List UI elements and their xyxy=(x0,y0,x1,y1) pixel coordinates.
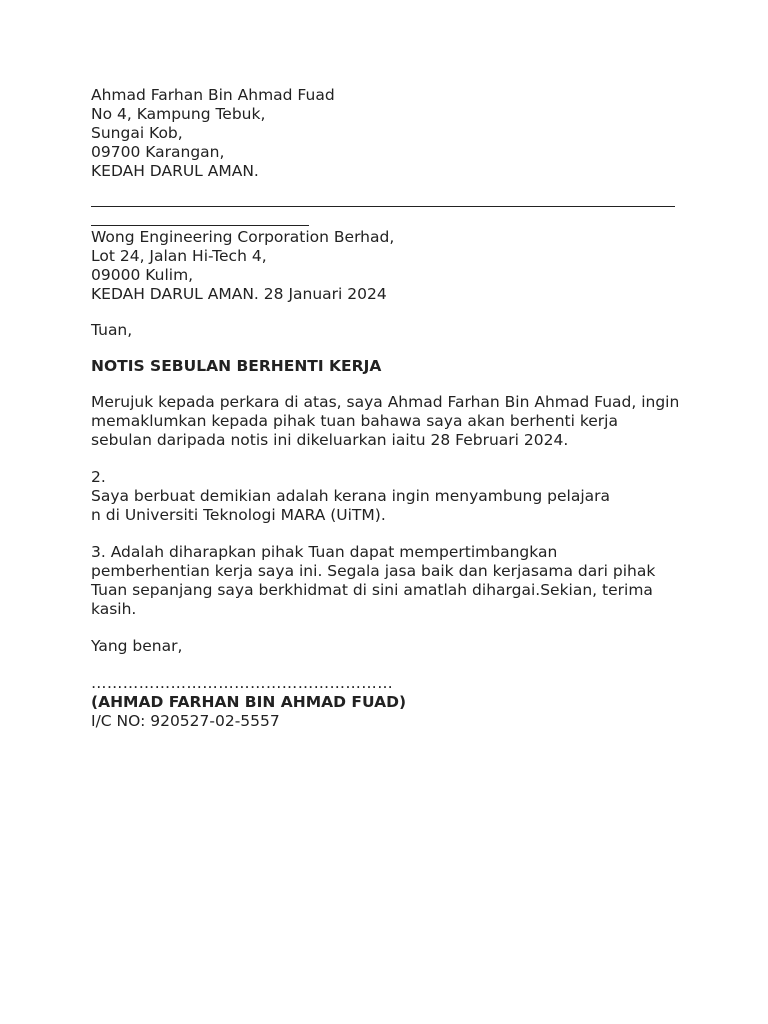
sender-block xyxy=(91,86,681,181)
signature-name: (AHMAD FARHAN BIN AHMAD FUAD) xyxy=(91,693,407,711)
recipient-company: Wong Engineering Corporation Berhad, xyxy=(91,228,395,246)
separator-line-continued xyxy=(91,225,309,226)
paragraph-number-2: 2. xyxy=(91,468,106,486)
body-paragraph-2-line-1: Saya berbuat demikian adalah kerana ingin menyambung pelajara xyxy=(91,487,610,505)
recipient-block xyxy=(91,228,681,304)
signature-line: ………………………………………………… xyxy=(91,674,394,692)
closing: Yang benar, xyxy=(91,637,183,655)
recipient-address-line: Lot 24, Jalan Hi-Tech 4, xyxy=(91,247,267,265)
sender-address-line: KEDAH DARUL AMAN. xyxy=(91,162,259,180)
sender-address-line: No 4, Kampung Tebuk, xyxy=(91,105,266,123)
letter-date: 28 Januari 2024 xyxy=(263,285,387,303)
letter-page xyxy=(91,86,681,731)
letter-subject: NOTIS SEBULAN BERHENTI KERJA xyxy=(91,357,382,375)
salutation: Tuan, xyxy=(91,321,133,339)
recipient-state-and-date xyxy=(91,285,681,304)
ic-number: I/C NO: 920527-02-5557 xyxy=(91,712,280,730)
body-paragraph-1: Merujuk kepada perkara di atas, saya Ahmad Farhan Bin Ahmad Fuad, ingin memaklumkan kepada pihak tuan bahawa saya akan berhenti kerja sebulan daripada notis ini dikeluarkan iaitu 28 Februari 2024. xyxy=(91,393,680,449)
body-paragraph-3: 3. Adalah diharapkan pihak Tuan dapat mempertimbangkan pemberhentian kerja saya ini. Segala jasa baik dan kerjasama dari pihak Tuan sepanjang saya berkhidmat di sini amatlah dihargai.Sekian, terima kasih. xyxy=(91,543,656,618)
body-paragraph-2-line-2: n di Universiti Teknologi MARA (UiTM). xyxy=(91,506,386,524)
separator-line xyxy=(91,206,675,207)
sender-name: Ahmad Farhan Bin Ahmad Fuad xyxy=(91,86,335,104)
recipient-address-line: 09000 Kulim, xyxy=(91,266,194,284)
sender-address-line: 09700 Karangan, xyxy=(91,143,225,161)
sender-address-line: Sungai Kob, xyxy=(91,124,183,142)
recipient-state: KEDAH DARUL AMAN. xyxy=(91,285,259,303)
